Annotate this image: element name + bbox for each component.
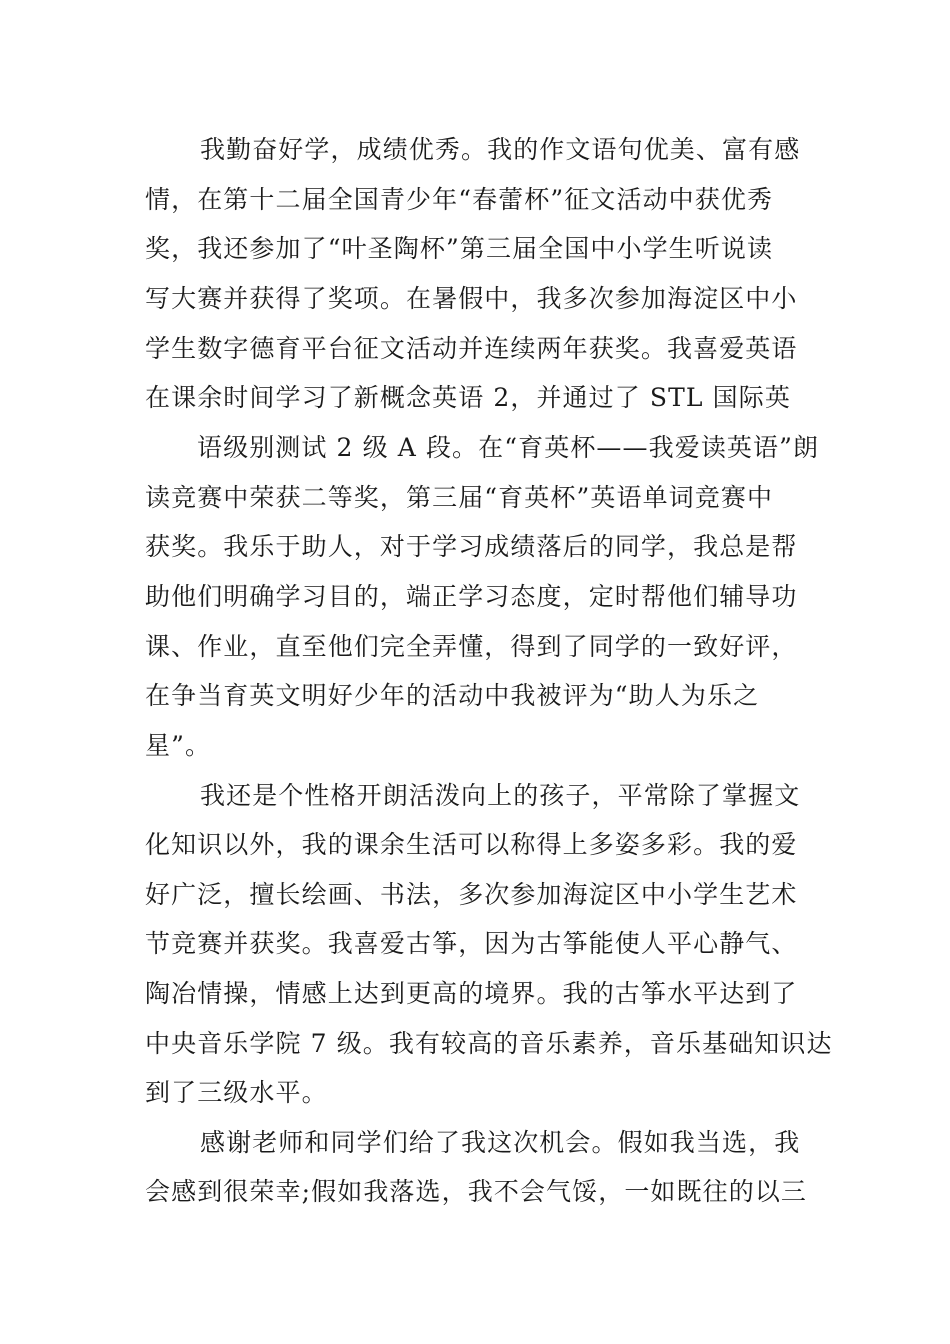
text-line-19: 中央音乐学院 7 级。我有较高的音乐素养，音乐基础知识达: [145, 1029, 833, 1058]
text-line-15: 化知识以外，我的课余生活可以称得上多姿多彩。我的爱: [145, 830, 798, 859]
text-line-10: 助他们明确学习目的，端正学习态度，定时帮他们辅导功: [145, 582, 798, 611]
text-line-12: 在争当育英文明好少年的活动中我被评为“助人为乐之: [145, 681, 760, 710]
text-line-13: 星”。: [145, 731, 212, 760]
text-line-2: 情，在第十二届全国青少年“春蕾杯”征文活动中获优秀: [145, 185, 774, 214]
text-line-21: 感谢老师和同学们给了我这次机会。假如我当选，我: [200, 1128, 801, 1157]
text-line-9: 获奖。我乐于助人，对于学习成绩落后的同学，我总是帮: [145, 532, 798, 561]
text-line-22: 会感到很荣幸;假如我落选，我不会气馁，一如既往的以三: [145, 1177, 808, 1206]
text-line-5: 学生数字德育平台征文活动并连续两年获奖。我喜爱英语: [145, 334, 798, 363]
text-line-6: 在课余时间学习了新概念英语 2，并通过了 STL 国际英: [145, 383, 791, 412]
text-line-4: 写大赛并获得了奖项。在暑假中，我多次参加海淀区中小: [145, 284, 798, 313]
text-line-8: 读竞赛中荣获二等奖，第三届“育英杯”英语单词竞赛中: [145, 483, 774, 512]
text-line-17: 节竞赛并获奖。我喜爱古筝，因为古筝能使人平心静气、: [145, 929, 798, 958]
text-line-3: 奖，我还参加了“叶圣陶杯”第三届全国中小学生听说读: [145, 234, 774, 263]
text-line-1: 我勤奋好学，成绩优秀。我的作文语句优美、富有感: [200, 135, 801, 164]
text-line-20: 到了三级水平。: [145, 1078, 328, 1107]
text-line-14: 我还是个性格开朗活泼向上的孩子，平常除了掌握文: [200, 781, 801, 810]
text-line-11: 课、作业，直至他们完全弄懂，得到了同学的一致好评，: [145, 632, 798, 661]
text-line-7: 语级别测试 2 级 A 段。在“育英杯——我爱读英语”朗: [197, 433, 820, 462]
text-line-16: 好广泛，擅长绘画、书法，多次参加海淀区中小学生艺术: [145, 880, 798, 909]
text-line-18: 陶冶情操，情感上达到更高的境界。我的古筝水平达到了: [145, 979, 798, 1008]
